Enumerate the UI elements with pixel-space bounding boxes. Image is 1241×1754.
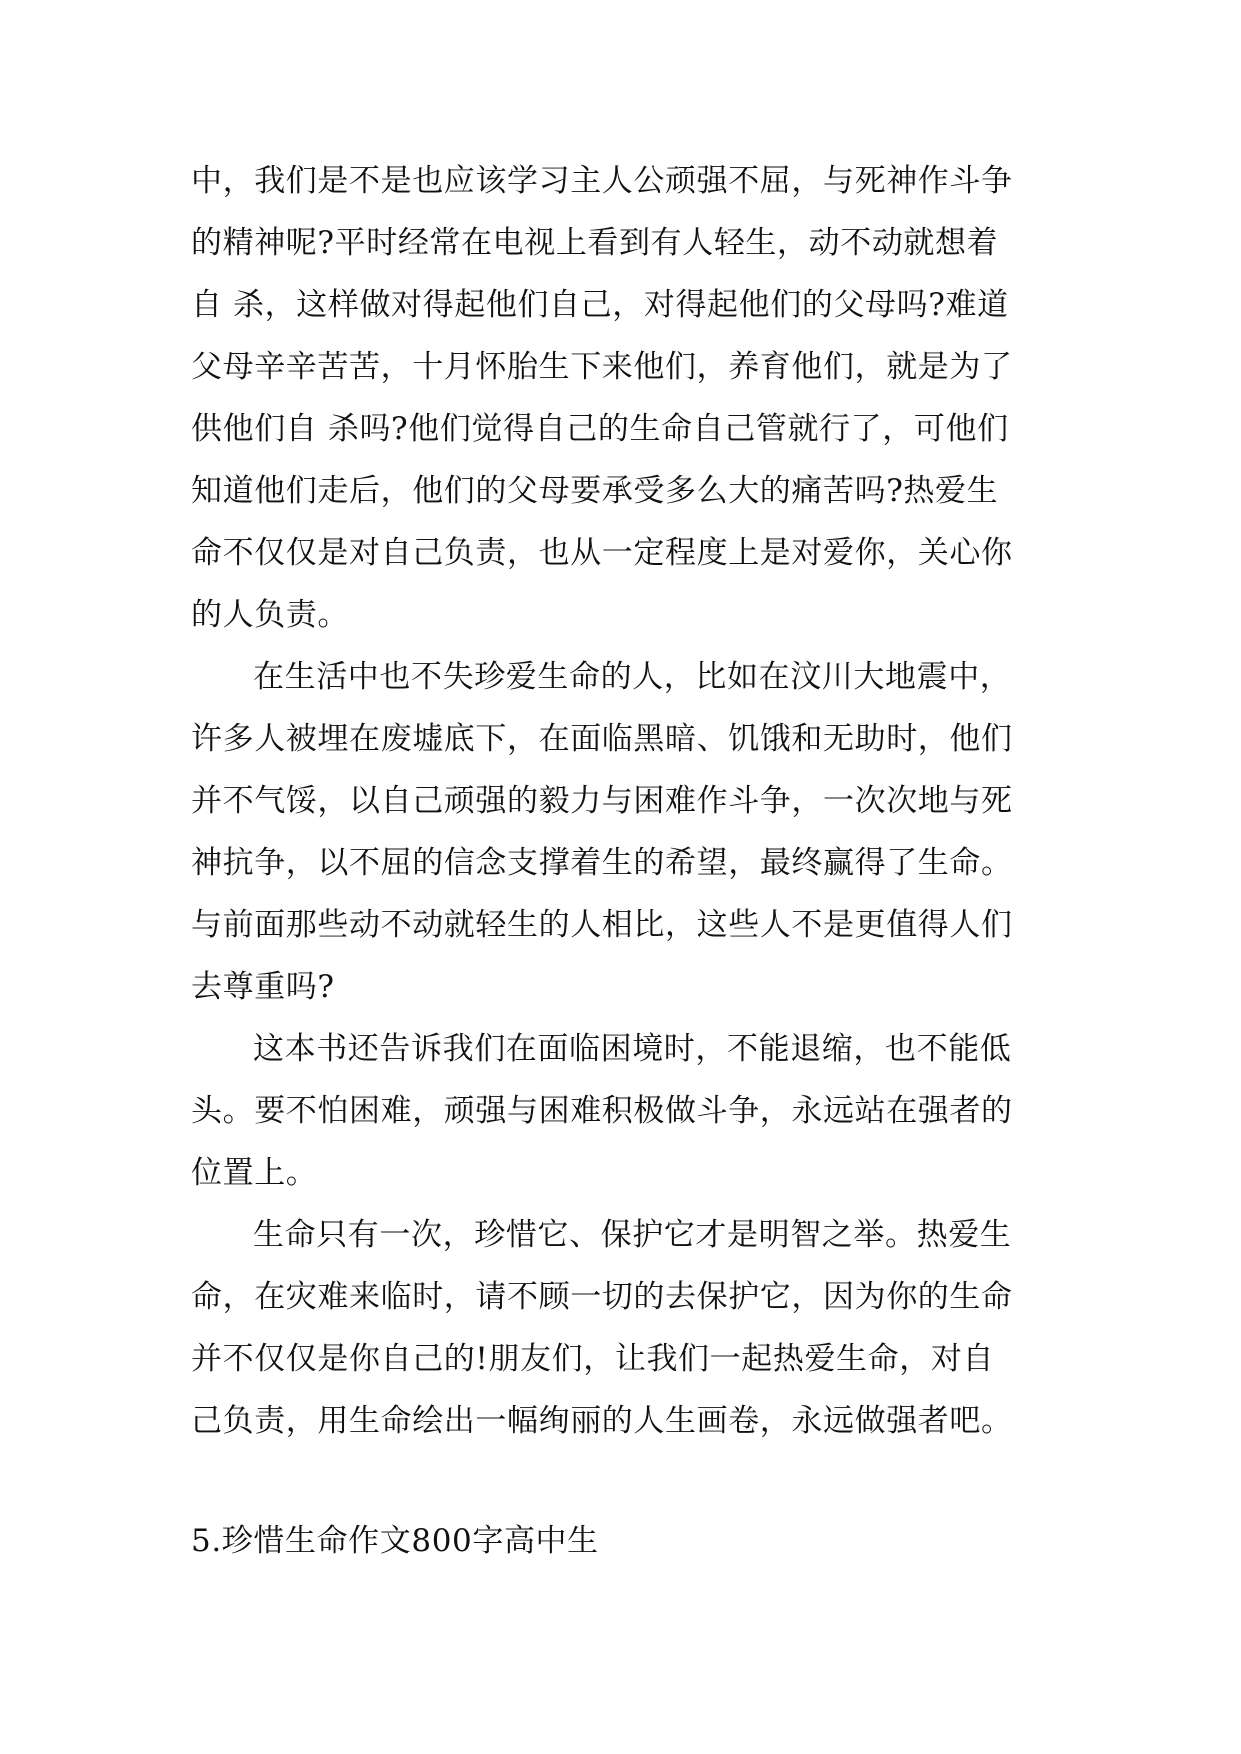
text-line: 生命只有一次，珍惜它、保护它才是明智之举。热爱生 — [253, 1217, 1012, 1253]
paragraph-2 — [191, 646, 1051, 1018]
text-line: 命，在灾难来临时，请不顾一切的去保护它，因为你的生命 — [191, 1279, 1013, 1315]
text-line: 命不仅仅是对自己负责，也从一定程度上是对爱你，关心你 — [191, 535, 1013, 571]
text-line: 与前面那些动不动就轻生的人相比，这些人不是更值得人们 — [191, 907, 1013, 943]
text-line: 并不仅仅是你自己的!朋友们，让我们一起热爱生命，对自 — [191, 1341, 995, 1377]
document-page — [191, 150, 1051, 1572]
paragraph-3 — [191, 1018, 1051, 1204]
text-line: 的精神呢?平时经常在电视上看到有人轻生，动不动就想着 — [191, 225, 999, 261]
text-line: 在生活中也不失珍爱生命的人，比如在汶川大地震中， — [253, 659, 1012, 695]
paragraph-4 — [191, 1204, 1051, 1452]
text-line: 位置上。 — [191, 1155, 318, 1191]
text-line: 父母辛辛苦苦，十月怀胎生下来他们，养育他们，就是为了 — [191, 349, 1013, 385]
section-heading: 5.珍惜生命作文800字高中生 — [191, 1523, 599, 1559]
text-line: 的人负责。 — [191, 597, 349, 633]
text-line: 供他们自 杀吗?他们觉得自己的生命自己管就行了，可他们 — [191, 411, 1009, 447]
text-line: 中，我们是不是也应该学习主人公顽强不屈，与死神作斗争 — [191, 163, 1013, 199]
text-line: 去尊重吗? — [191, 969, 335, 1005]
text-line: 并不气馁，以自己顽强的毅力与困难作斗争，一次次地与死 — [191, 783, 1013, 819]
text-line: 许多人被埋在废墟底下，在面临黑暗、饥饿和无助时，他们 — [191, 721, 1013, 757]
text-line: 知道他们走后，他们的父母要承受多么大的痛苦吗?热爱生 — [191, 473, 999, 509]
text-line: 神抗争，以不屈的信念支撑着生的希望，最终赢得了生命。 — [191, 845, 1013, 881]
text-line: 自 杀，这样做对得起他们自己，对得起他们的父母吗?难道 — [191, 287, 1009, 323]
text-line: 这本书还告诉我们在面临困境时，不能退缩，也不能低 — [253, 1031, 1012, 1067]
paragraph-1 — [191, 150, 1051, 646]
text-line: 头。要不怕困难，顽强与困难积极做斗争，永远站在强者的 — [191, 1093, 1013, 1129]
text-line: 己负责，用生命绘出一幅绚丽的人生画卷，永远做强者吧。 — [191, 1403, 1013, 1439]
